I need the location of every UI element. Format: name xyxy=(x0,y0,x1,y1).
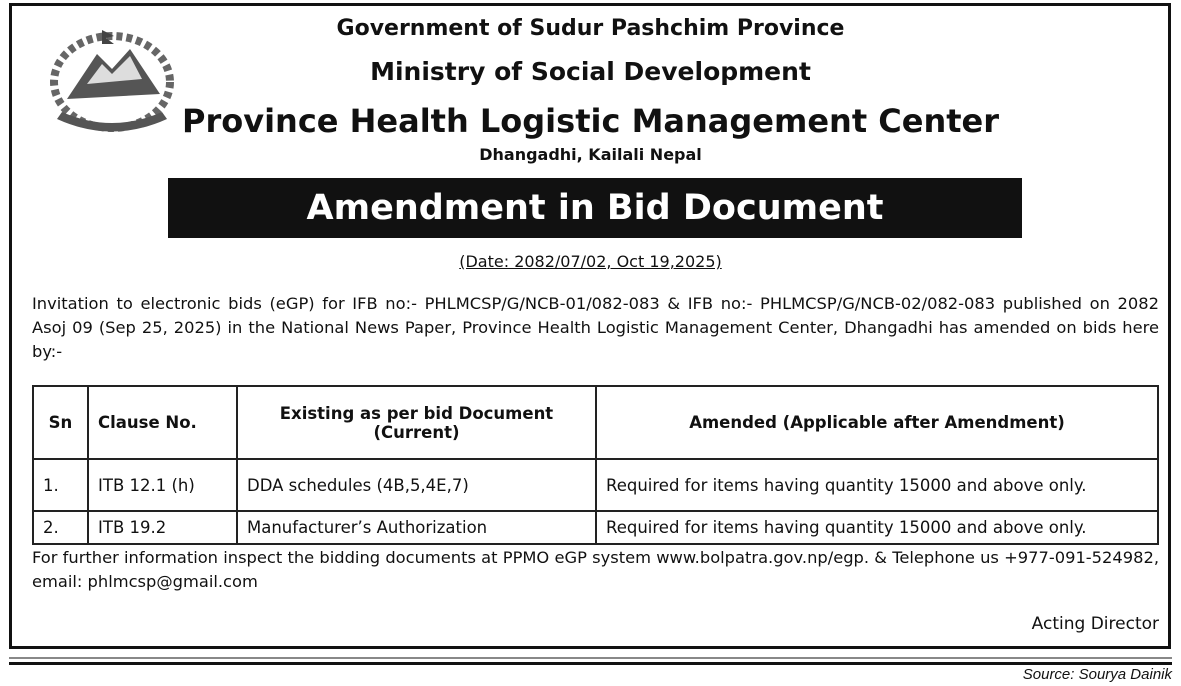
contact-details: . & Telephone us +977-091-524982, email: phlmcsp@gmail.com xyxy=(32,548,1159,591)
notice-title: Amendment in Bid Document xyxy=(168,178,1022,238)
office-heading: Province Health Logistic Management Center xyxy=(181,102,999,140)
col-existing: Existing as per bid Document (Current) xyxy=(237,386,596,459)
cell-existing: DDA schedules (4B,5,4E,7) xyxy=(237,459,596,511)
table-row xyxy=(33,511,1158,544)
cell-sn: 1. xyxy=(33,459,88,511)
col-sn: Sn xyxy=(33,386,88,459)
col-clause: Clause No. xyxy=(88,386,237,459)
cell-clause: ITB 19.2 xyxy=(88,511,237,544)
contact-paragraph xyxy=(32,546,1159,594)
table-header-row xyxy=(33,386,1158,459)
cell-sn: 2. xyxy=(33,511,88,544)
divider xyxy=(9,657,1172,659)
office-location: Dhangadhi, Kailali Nepal xyxy=(479,145,702,164)
signature-title: Acting Director xyxy=(1031,614,1159,634)
egp-link[interactable]: www.bolpatra.gov.np/egp xyxy=(656,548,864,567)
divider xyxy=(9,662,1172,665)
cell-existing: Manufacturer’s Authorization xyxy=(237,511,596,544)
cell-clause: ITB 12.1 (h) xyxy=(88,459,237,511)
ministry-heading: Ministry of Social Development xyxy=(370,57,811,86)
notice-date: (Date: 2082/07/02, Oct 19,2025) xyxy=(459,252,722,271)
col-amended: Amended (Applicable after Amendment) xyxy=(596,386,1158,459)
contact-text: For further information inspect the bidding documents at PPMO eGP system xyxy=(32,548,657,567)
intro-paragraph: Invitation to electronic bids (eGP) for IFB no:- PHLMCSP/G/NCB-01/082-083 & IFB no:- PHLMCSP/G/NCB-02/082-083 published on 2082 Asoj 09 (Sep 25, 2025) in the National News Paper, Province Health Logistic Management Center, Dhangadhi has amended on bids here by:- xyxy=(32,294,1159,361)
source-credit: Source: Sourya Dainik xyxy=(1022,666,1172,683)
cell-amended: Required for items having quantity 15000 and above only. xyxy=(596,511,1158,544)
government-heading: Government of Sudur Pashchim Province xyxy=(336,16,845,41)
table-row xyxy=(33,459,1158,511)
amendment-table xyxy=(32,385,1159,545)
cell-amended: Required for items having quantity 15000 and above only. xyxy=(596,459,1158,511)
